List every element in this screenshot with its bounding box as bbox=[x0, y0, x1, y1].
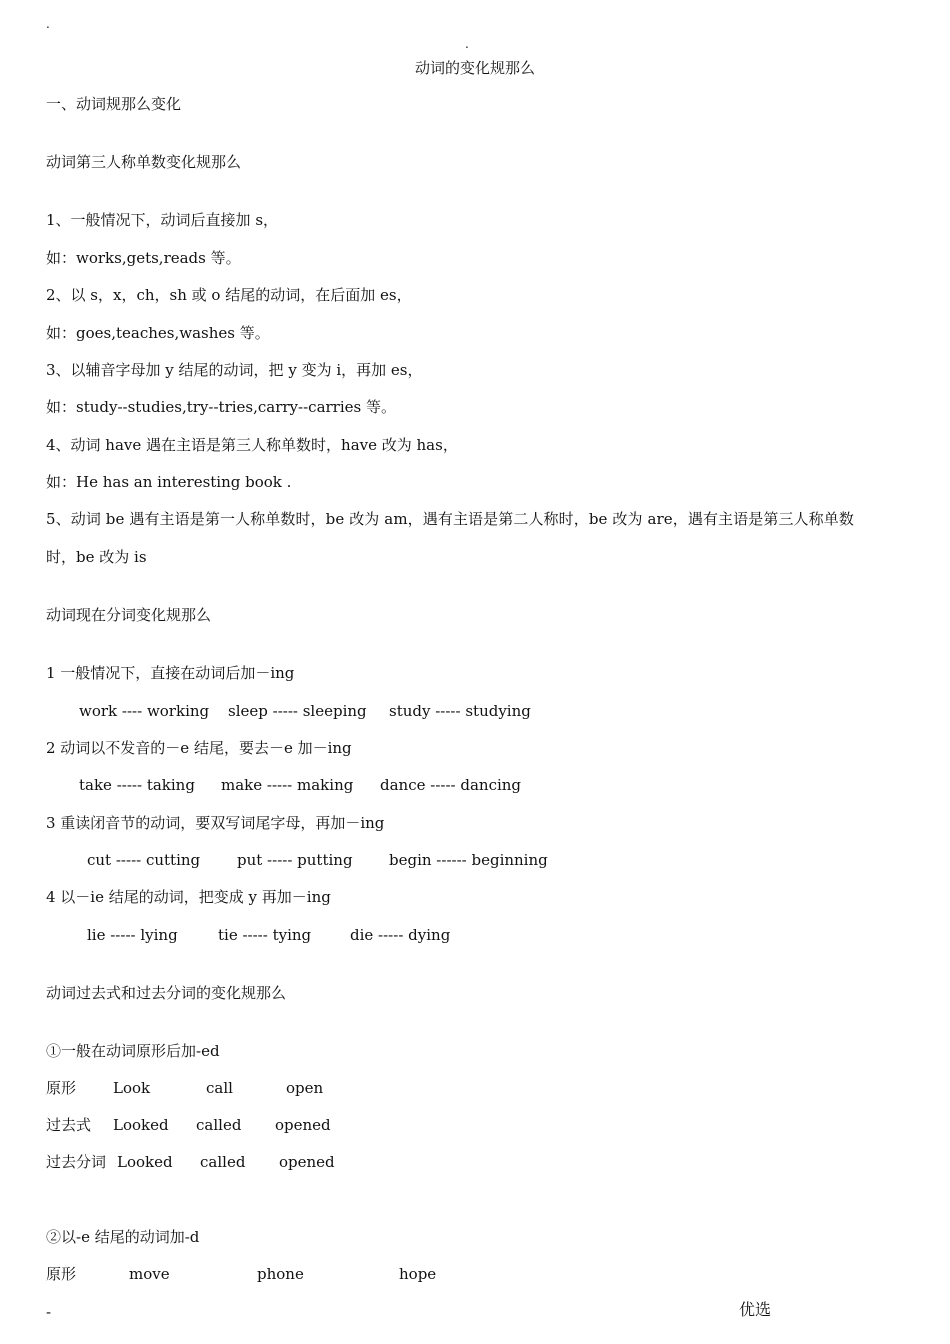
example-pair: work ---- working bbox=[79, 702, 210, 720]
form-word: move bbox=[129, 1265, 170, 1283]
example-pair: cut ----- cutting bbox=[87, 851, 201, 869]
form-label: 过去分词 bbox=[46, 1153, 107, 1171]
form-word: Look bbox=[113, 1079, 151, 1097]
form-word: opened bbox=[279, 1153, 335, 1171]
subsection-heading-past-forms: 动词过去式和过去分词的变化规那么 bbox=[46, 984, 287, 1002]
example-pair: sleep ----- sleeping bbox=[228, 702, 367, 720]
past-rule-title: ②以-e 结尾的动词加-d bbox=[46, 1228, 200, 1246]
participle-rule: 1 一般情况下，直接在动词后加－ing bbox=[46, 664, 295, 682]
form-label: 原形 bbox=[46, 1079, 77, 1097]
participle-rule: 4 以－ie 结尾的动词，把变成 y 再加－ing bbox=[46, 888, 331, 906]
example-line: 如：works,gets,reads 等。 bbox=[46, 249, 241, 267]
form-word: hope bbox=[399, 1265, 437, 1283]
participle-rule: 2 动词以不发音的－e 结尾，要去－e 加－ing bbox=[46, 739, 352, 757]
participle-rule: 3 重读闭音节的动词，要双写词尾字母，再加－ing bbox=[46, 814, 385, 832]
example-pair: make ----- making bbox=[221, 776, 354, 794]
rule-line-continuation: 时，be 改为 is bbox=[46, 548, 147, 566]
rule-line: 2、以 s，x，ch，sh 或 o 结尾的动词，在后面加 es， bbox=[46, 286, 412, 304]
rule-line: 4、动词 have 遇在主语是第三人称单数时，have 改为 has， bbox=[46, 436, 458, 454]
rule-line: 5、动词 be 遇有主语是第一人称单数时，be 改为 am，遇有主语是第二人称时，be 改为 are，遇有主语是第三人称单数 bbox=[46, 510, 854, 528]
form-word: Looked bbox=[113, 1116, 169, 1134]
example-line: 如：He has an interesting book . bbox=[46, 473, 292, 491]
form-label: 过去式 bbox=[46, 1116, 92, 1134]
rule-line: 1、一般情况下，动词后直接加 s， bbox=[46, 211, 279, 229]
form-label: 原形 bbox=[46, 1265, 77, 1283]
example-pair: begin ------ beginning bbox=[389, 851, 548, 869]
example-pair: lie ----- lying bbox=[87, 926, 178, 944]
section-heading: 一、动词规那么变化 bbox=[46, 95, 182, 113]
form-word: opened bbox=[275, 1116, 331, 1134]
example-pair: dance ----- dancing bbox=[380, 776, 522, 794]
example-pair: study ----- studying bbox=[389, 702, 531, 720]
example-line: 如：study--studies,try--tries,carry--carries 等。 bbox=[46, 398, 396, 416]
rule-line: 3、以辅音字母加 y 结尾的动词，把 y 变为 i，再加 es， bbox=[46, 361, 423, 379]
form-word: Looked bbox=[117, 1153, 173, 1171]
form-word: call bbox=[206, 1079, 233, 1097]
form-word: open bbox=[286, 1079, 324, 1097]
subsection-heading-present-participle: 动词现在分词变化规那么 bbox=[46, 606, 212, 624]
example-pair: put ----- putting bbox=[237, 851, 353, 869]
center-mark: . bbox=[465, 37, 469, 51]
example-pair: tie ----- tying bbox=[218, 926, 312, 944]
form-word: called bbox=[200, 1153, 246, 1171]
page-title: 动词的变化规那么 bbox=[414, 59, 535, 77]
past-rule-title: ①一般在动词原形后加-ed bbox=[46, 1042, 220, 1060]
corner-mark: . bbox=[46, 17, 50, 31]
footer-label: 优选 bbox=[739, 1300, 772, 1319]
footer-mark: - bbox=[46, 1303, 52, 1321]
form-word: called bbox=[196, 1116, 242, 1134]
example-pair: take ----- taking bbox=[79, 776, 195, 794]
form-word: phone bbox=[257, 1265, 304, 1283]
subsection-heading-third-person: 动词第三人称单数变化规那么 bbox=[46, 153, 242, 171]
example-pair: die ----- dying bbox=[350, 926, 451, 944]
example-line: 如：goes,teaches,washes 等。 bbox=[46, 324, 270, 342]
